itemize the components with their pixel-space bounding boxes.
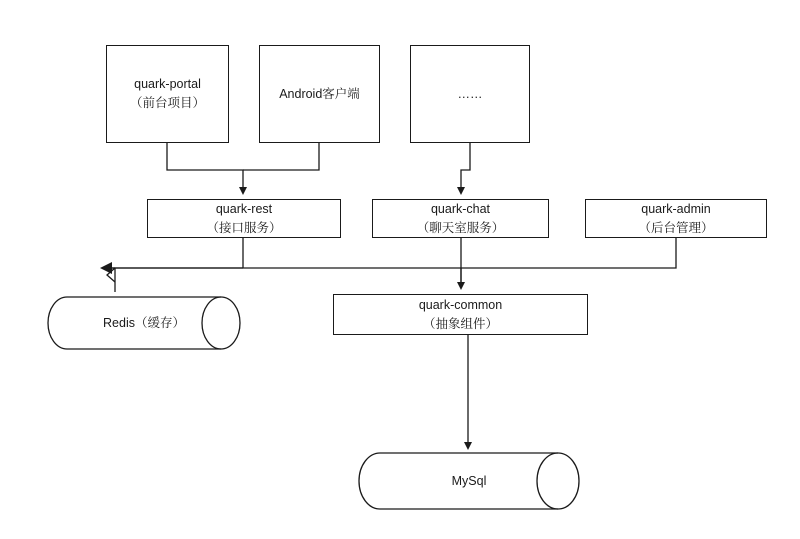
node-quark-chat-line2: （聊天室服务） <box>416 220 505 235</box>
node-quark-portal-line2: （前台项目） <box>129 96 205 110</box>
node-quark-rest-line2: （接口服务） <box>206 220 282 235</box>
node-quark-portal-line1: quark-portal <box>134 77 201 91</box>
node-ellipsis[interactable] <box>410 45 530 143</box>
node-redis[interactable] <box>47 296 241 350</box>
node-quark-chat[interactable] <box>372 199 549 238</box>
node-quark-admin-line2: （后台管理） <box>638 220 714 235</box>
node-ellipsis-line1: …… <box>457 86 483 101</box>
node-quark-common[interactable] <box>333 294 588 335</box>
node-quark-portal[interactable] <box>106 45 229 143</box>
node-quark-rest-line1: quark-rest <box>215 201 273 216</box>
node-android-client[interactable] <box>259 45 380 143</box>
node-android-client-line1: Android客户端 <box>279 86 360 101</box>
node-quark-admin[interactable] <box>585 199 767 238</box>
node-quark-rest[interactable] <box>147 199 341 238</box>
node-quark-common-line1: quark-common <box>418 297 503 312</box>
node-quark-chat-line1: quark-chat <box>430 201 491 216</box>
node-mysql[interactable] <box>358 452 580 510</box>
node-mysql-label: MySql <box>451 473 487 488</box>
node-quark-admin-line1: quark-admin <box>641 201 711 216</box>
node-redis-label: Redis（缓存） <box>103 315 185 330</box>
node-quark-common-line2: （抽象组件） <box>422 316 498 331</box>
